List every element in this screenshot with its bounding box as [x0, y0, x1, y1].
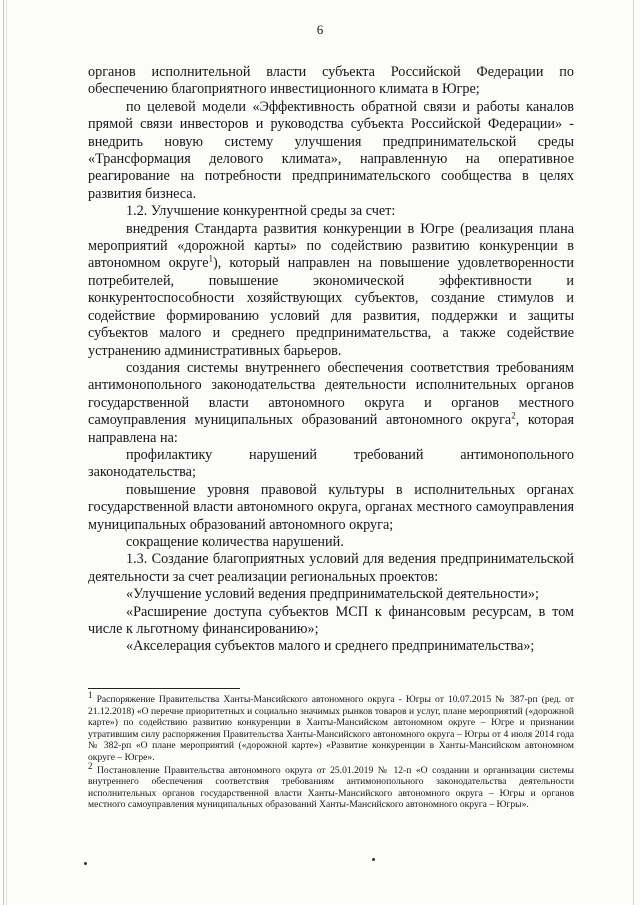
paragraph-text: «Улучшение условий ведения предпринимательской деятельности»;	[126, 586, 539, 603]
paragraph-text: повышение уровня правовой культуры в исполнительных органах государственной власти автономного округа, органах местного самоуправления муниципальных образований автономного округа;	[88, 481, 574, 533]
footnotes	[88, 689, 574, 812]
footnote-reference: 2	[511, 410, 516, 421]
paragraph-text: создания системы внутреннего обеспечения соответствия требованиям антимонопольного законодательства деятельности исполнительных органов государственной власти автономного округа и органов местного самоуправления муниципальных образований автономного округа	[88, 359, 574, 429]
paragraph-text: органов исполнительной власти субъекта Российской Федерации по обеспечению благоприятного инвестиционного климата в Югре;	[88, 64, 574, 98]
paragraph-text-continued: ), который направлен на повышение удовлетворенности потребителей, повышение экономической эффективности и конкурентоспособности хозяйствующих субъектов, создание стимулов и содействие формированию условий для развития, поддержки и защиты субъектов малого и среднего предпринимательства, а также содействие устранению административных барьеров.	[88, 255, 574, 359]
paragraph-text: «Расширение доступа субъектов МСП к финансовым ресурсам, в том числе к льготному финансированию»;	[88, 603, 574, 637]
document-body	[88, 64, 574, 656]
footnote-text: Постановление Правительства автономного округа от 25.01.2019 № 12-п «О создании и организации системы внутреннего обеспечения соответствия требованиям антимонопольного законодательства деятельности исполнительных органов государственной власти Ханты-Мансийского автономного округа – Югры и органов местного самоуправления муниципальных образований Ханты-Мансийского автономного округа – Югры».	[88, 764, 574, 811]
footnote-mark: 2	[88, 760, 93, 771]
paragraph	[88, 604, 574, 639]
paragraph	[88, 482, 574, 534]
paragraph-text: 1.2. Улучшение конкурентной среды за счет:	[126, 203, 396, 220]
paragraph-text-continued: , которая направлена на:	[88, 412, 574, 446]
paragraph	[88, 64, 574, 99]
page-number: 6	[316, 22, 324, 37]
paragraph	[88, 534, 574, 551]
paragraph-text: по целевой модели «Эффективность обратной связи и работы каналов прямой связи инвесторов и руководства субъекта Российской Федерации» - внедрить новую систему улучшения предпринимательской среды «Трансформация делового климата», направленную на оперативное реагирование на потребности предпринимательского сообщества в целях развития бизнеса.	[88, 98, 574, 202]
paragraph	[88, 551, 574, 586]
paragraph	[88, 203, 574, 220]
paragraph-text: профилактику нарушений требований антимонопольного законодательства;	[88, 446, 574, 481]
paragraph-text: сокращение количества нарушений.	[126, 533, 344, 550]
paragraph-text: 1.3. Создание благоприятных условий для ведения предпринимательской деятельности за счет реализации региональных проектов:	[88, 551, 574, 585]
footnote-text: Распоряжение Правительства Ханты-Мансийского автономного округа - Югры от 10.07.2015 № 387-рп (ред. от 21.12.2018) «О перечне приоритетных и социально значимых рынков товаров и услуг, плане мероприятий («дорожной карте») по содействию развитию конкуренции в Ханты-Мансийском автономном округе – Югре и признании утратившим силу распоряжения Правительства Ханты-Мансийского автономного округа – Югры от 4 июля 2014 года № 382-рп «О плане мероприятий («дорожной карте») «Развитие конкуренции в Ханты-Мансийском автономном округе – Югре».	[88, 694, 574, 763]
paragraph	[88, 447, 574, 482]
scan-edge-left-inner	[6, 0, 7, 905]
footnote-reference: 1	[208, 253, 213, 264]
scan-speck	[372, 858, 375, 861]
paragraph	[88, 221, 574, 360]
scan-speck	[84, 862, 87, 865]
paragraph	[88, 99, 574, 203]
footnote-mark: 1	[88, 689, 93, 700]
paragraph	[88, 586, 574, 603]
footnote	[88, 760, 574, 811]
scan-edge-left	[3, 0, 4, 905]
paragraph	[88, 360, 574, 447]
paragraph-text: «Акселерация субъектов малого и среднего предпринимательства»;	[126, 638, 535, 655]
scan-edge-right	[633, 0, 634, 905]
paragraph	[88, 638, 574, 655]
footnote	[88, 689, 574, 764]
footnote-separator	[88, 688, 240, 689]
paragraph-text: внедрения Стандарта развития конкуренции в Югре (реализация плана мероприятий «дорожной карты» по содействию развитию конкуренции в автономном округе	[88, 220, 574, 272]
